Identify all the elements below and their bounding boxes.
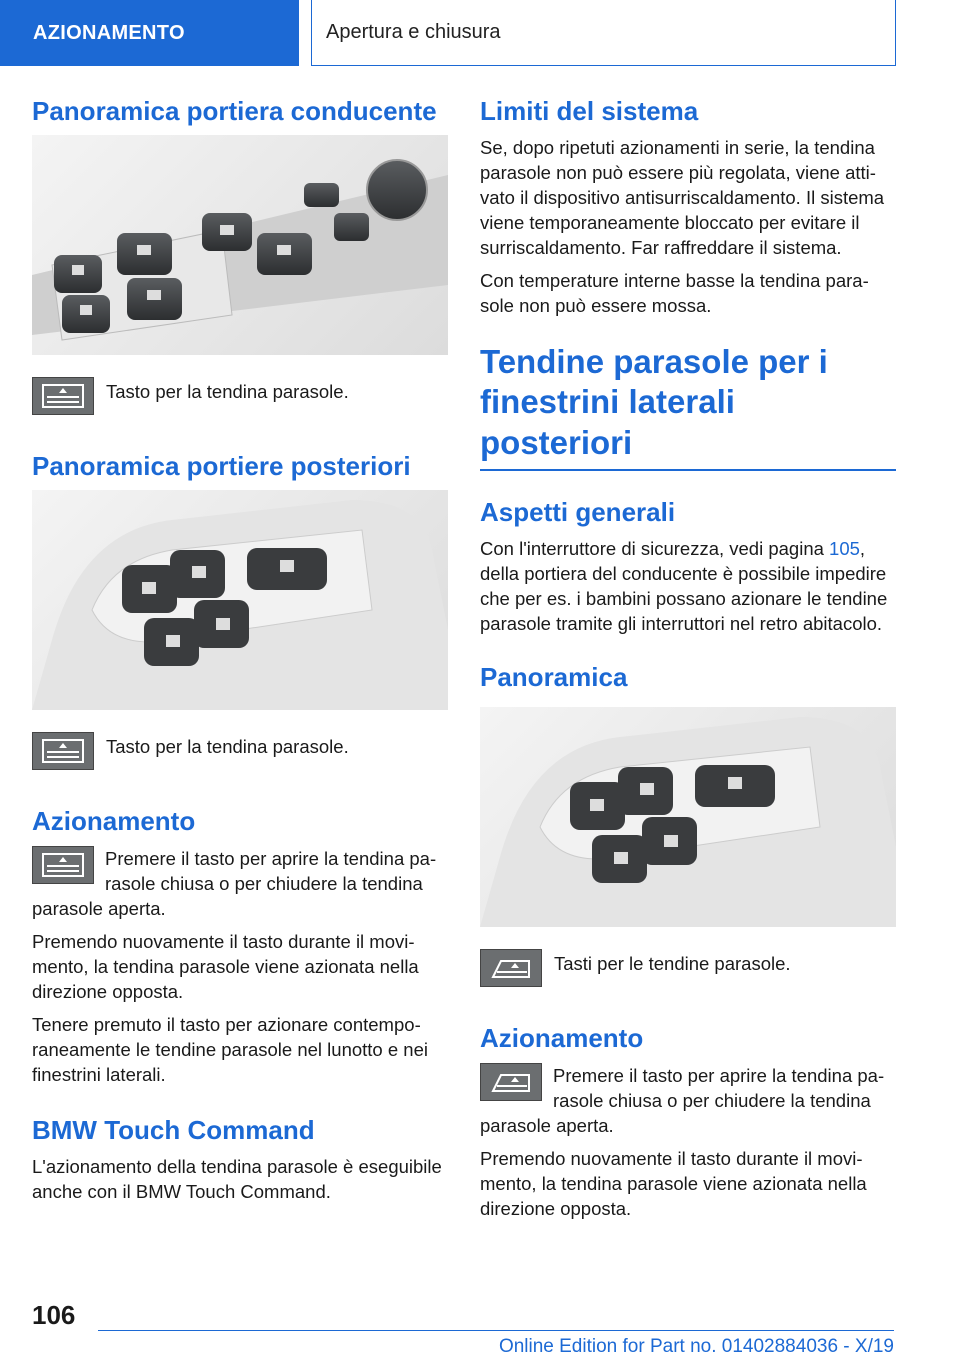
text-span: Con l'interruttore di sicurezza, vedi pagina <box>480 538 830 560</box>
left-column <box>32 96 448 1212</box>
paragraph: L'azionamento della tendina parasole è eseguibile anche con il BMW Touch Command. <box>32 1155 442 1202</box>
caption-rear-doors <box>32 730 448 776</box>
chapter-tab <box>0 0 299 66</box>
sunshade-button-icon <box>32 377 94 415</box>
heading-driver-door: Panoramica portiera conducente <box>32 96 437 126</box>
paragraph: Se, dopo ripetuti azionamenti in serie, la tendina parasole non può essere più regolata, viene attivato il dispositivo antisurriscaldamento. Il sistema viene temporaneamente bloccato per evitare il surriscaldamento. Far raffreddare il sistema. <box>480 137 885 259</box>
heading-general: Aspetti generali <box>480 496 676 527</box>
rear-door-photo <box>32 490 448 710</box>
section-label: Apertura e chiusura <box>326 21 501 43</box>
paragraph: Premendo nuovamente il tasto durante il movimento, la tendina parasole viene azionata nella direzione opposta. <box>32 930 419 1002</box>
paragraph: Premere il tasto per aprire la tendina parasole chiusa o per chiudere la tendina parasole aperta. <box>32 847 437 919</box>
footer-divider <box>98 1330 894 1331</box>
heading-overview: Panoramica <box>480 662 628 693</box>
section-tab <box>311 0 896 66</box>
caption-text: Tasto per la tendina parasole. <box>106 381 349 403</box>
page-number: 106 <box>32 1300 76 1330</box>
rear-sunshade-button-icon <box>480 1063 542 1101</box>
paragraph <box>480 536 896 636</box>
footer-edition: Online Edition for Part no. 01402884036 - X/19 <box>498 1336 894 1357</box>
paragraph: Premere il tasto per aprire la tendina parasole chiusa o per chiudere la tendina parasole aperta. <box>480 1064 885 1136</box>
caption-driver-door <box>32 375 448 421</box>
rear-sunshade-photo <box>480 707 896 927</box>
paragraph: Con temperature interne basse la tendina parasole non può essere mossa. <box>480 270 869 317</box>
chapter-heading: Tendine parasole per i finestrini laterali posteriori <box>480 342 896 471</box>
heading-rear-doors: Panoramica portiere posteriori <box>32 451 411 482</box>
caption-text: Tasti per le tendine parasole. <box>554 953 791 975</box>
heading-operation-rear: Azionamento <box>480 1023 644 1054</box>
driver-door-photo <box>32 135 448 355</box>
heading-touch-command: BMW Touch Command <box>32 1114 315 1145</box>
caption-rear-sunshade <box>480 947 896 993</box>
sunshade-button-icon <box>32 846 94 884</box>
right-column <box>480 96 896 1229</box>
paragraph: Premendo nuovamente il tasto durante il movimento, la tendina parasole viene azionata nella direzione opposta. <box>480 1147 867 1219</box>
rear-sunshade-button-icon <box>480 949 542 987</box>
heading-system-limits: Limiti del sistema <box>480 96 699 126</box>
caption-text: Tasto per la tendina parasole. <box>106 736 349 758</box>
text-span: , della portiera del conducente è possibile impedire che per es. i bambini possano azionare le tendine parasole tramite gli interruttori nel retro abitacolo. <box>480 538 888 635</box>
chapter-label: AZIONAMENTO <box>33 21 185 44</box>
paragraph: Tenere premuto il tasto per azionare contemporaneamente le tendine parasole nel lunotto e nei finestrini laterali. <box>32 1013 428 1085</box>
page-link[interactable]: 105 <box>829 538 860 560</box>
heading-operation: Azionamento <box>32 806 196 837</box>
sunshade-button-icon <box>32 732 94 770</box>
